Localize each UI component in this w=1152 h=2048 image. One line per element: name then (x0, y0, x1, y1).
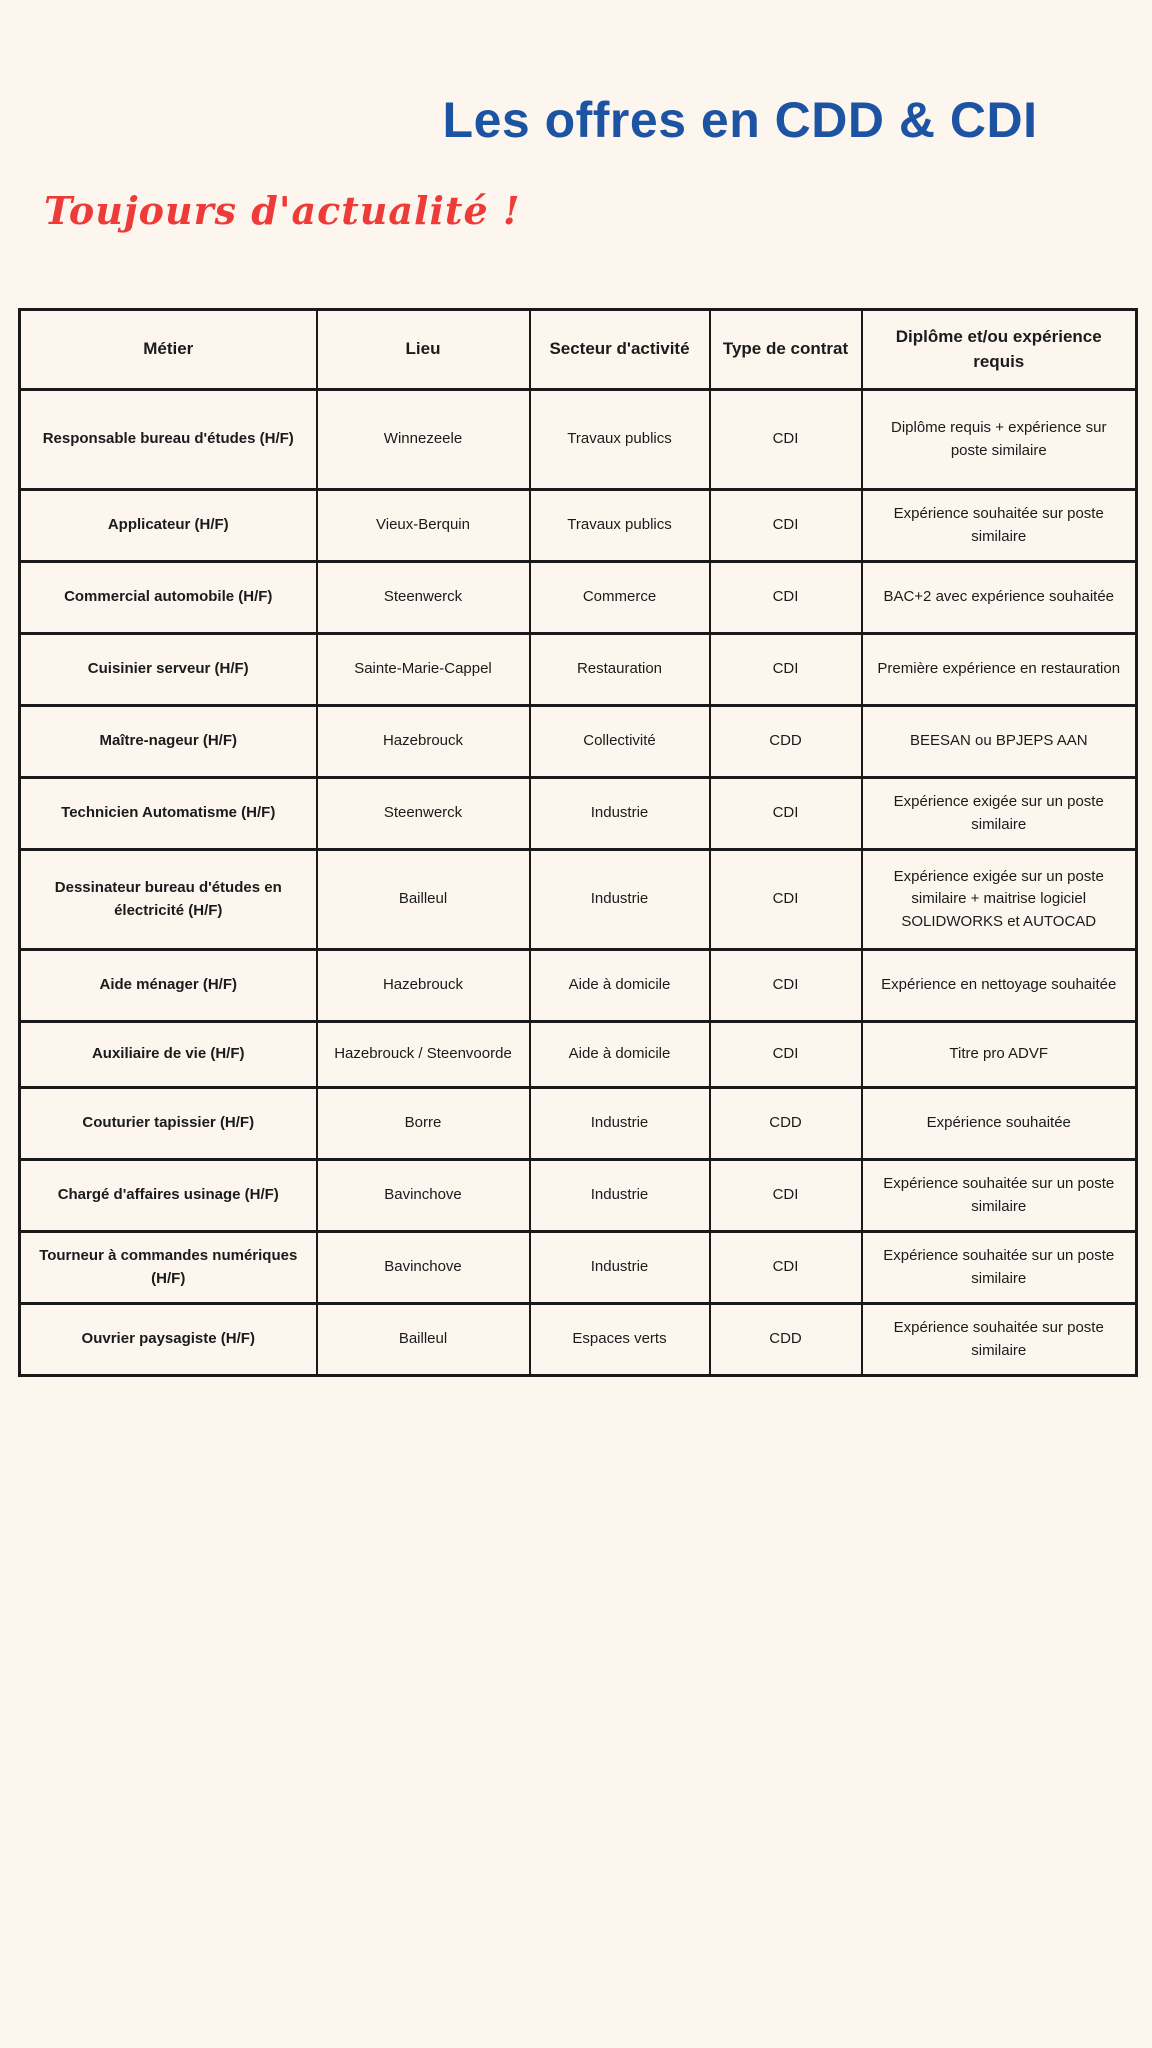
cell-diplome: Expérience souhaitée sur poste similaire (862, 1304, 1137, 1376)
cell-contrat: CDD (710, 1088, 862, 1160)
header-row (20, 310, 1137, 390)
page-title: Les offres en CDD & CDI (442, 91, 1038, 148)
cell-lieu: Sainte-Marie-Cappel (317, 634, 530, 706)
column-header-lieu: Lieu (317, 310, 530, 390)
cell-lieu: Winnezeele (317, 390, 530, 490)
cell-contrat: CDI (710, 634, 862, 706)
cell-lieu: Steenwerck (317, 562, 530, 634)
cell-metier: Maître-nageur (H/F) (20, 706, 317, 778)
cell-metier: Dessinateur bureau d'études en électricité (H/F) (20, 850, 317, 950)
cell-diplome: Première expérience en restauration (862, 634, 1137, 706)
cell-diplome: BEESAN ou BPJEPS AAN (862, 706, 1137, 778)
cell-diplome: Expérience souhaitée sur un poste similaire (862, 1160, 1137, 1232)
cell-diplome: BAC+2 avec expérience souhaitée (862, 562, 1137, 634)
table-row (20, 1022, 1137, 1088)
table-row (20, 490, 1137, 562)
cell-contrat: CDI (710, 1160, 862, 1232)
cell-diplome: Expérience exigée sur un poste similaire + maitrise logiciel SOLIDWORKS et AUTOCAD (862, 850, 1137, 950)
cell-lieu: Bavinchove (317, 1232, 530, 1304)
cell-metier: Aide ménager (H/F) (20, 950, 317, 1022)
offers-table (18, 308, 1138, 1377)
cell-diplome: Expérience en nettoyage souhaitée (862, 950, 1137, 1022)
cell-lieu: Hazebrouck (317, 950, 530, 1022)
cell-secteur: Collectivité (530, 706, 710, 778)
cell-diplome: Diplôme requis + expérience sur poste similaire (862, 390, 1137, 490)
cell-lieu: Bailleul (317, 850, 530, 950)
cell-diplome: Titre pro ADVF (862, 1022, 1137, 1088)
cell-lieu: Borre (317, 1088, 530, 1160)
column-header-secteur: Secteur d'activité (530, 310, 710, 390)
table-row (20, 706, 1137, 778)
table-row (20, 1088, 1137, 1160)
cell-diplome: Expérience souhaitée sur un poste similaire (862, 1232, 1137, 1304)
cell-contrat: CDI (710, 562, 862, 634)
cell-diplome: Expérience souhaitée sur poste similaire (862, 490, 1137, 562)
cell-metier: Tourneur à commandes numériques (H/F) (20, 1232, 317, 1304)
column-header-metier: Métier (20, 310, 317, 390)
table-row (20, 850, 1137, 950)
cell-secteur: Industrie (530, 1160, 710, 1232)
cell-secteur: Industrie (530, 1232, 710, 1304)
cell-metier: Commercial automobile (H/F) (20, 562, 317, 634)
cell-secteur: Industrie (530, 778, 710, 850)
cell-metier: Technicien Automatisme (H/F) (20, 778, 317, 850)
cell-lieu: Vieux-Berquin (317, 490, 530, 562)
table-row (20, 562, 1137, 634)
cell-diplome: Expérience souhaitée (862, 1088, 1137, 1160)
cell-secteur: Restauration (530, 634, 710, 706)
cell-lieu: Hazebrouck (317, 706, 530, 778)
table-row (20, 634, 1137, 706)
cell-metier: Responsable bureau d'études (H/F) (20, 390, 317, 490)
cell-secteur: Industrie (530, 850, 710, 950)
table-row (20, 390, 1137, 490)
cell-contrat: CDI (710, 850, 862, 950)
cell-lieu: Hazebrouck / Steenvoorde (317, 1022, 530, 1088)
table-row (20, 1304, 1137, 1376)
table-row (20, 1160, 1137, 1232)
column-header-diplome: Diplôme et/ou expérience requis (862, 310, 1137, 390)
cell-metier: Auxiliaire de vie (H/F) (20, 1022, 317, 1088)
column-header-contrat: Type de contrat (710, 310, 862, 390)
cell-metier: Applicateur (H/F) (20, 490, 317, 562)
cell-metier: Ouvrier paysagiste (H/F) (20, 1304, 317, 1376)
cell-contrat: CDI (710, 778, 862, 850)
offers-table-body (20, 390, 1137, 1376)
cell-diplome: Expérience exigée sur un poste similaire (862, 778, 1137, 850)
cell-contrat: CDD (710, 1304, 862, 1376)
table-row (20, 1232, 1137, 1304)
cell-lieu: Steenwerck (317, 778, 530, 850)
cell-contrat: CDI (710, 950, 862, 1022)
cell-contrat: CDI (710, 1022, 862, 1088)
cell-lieu: Bailleul (317, 1304, 530, 1376)
table-row (20, 950, 1137, 1022)
cell-metier: Couturier tapissier (H/F) (20, 1088, 317, 1160)
cell-secteur: Espaces verts (530, 1304, 710, 1376)
cell-lieu: Bavinchove (317, 1160, 530, 1232)
cell-secteur: Industrie (530, 1088, 710, 1160)
cell-secteur: Travaux publics (530, 390, 710, 490)
cell-metier: Chargé d'affaires usinage (H/F) (20, 1160, 317, 1232)
cell-secteur: Aide à domicile (530, 950, 710, 1022)
table-row (20, 778, 1137, 850)
cell-contrat: CDD (710, 706, 862, 778)
cell-secteur: Commerce (530, 562, 710, 634)
offers-table-header (20, 310, 1137, 390)
cell-metier: Cuisinier serveur (H/F) (20, 634, 317, 706)
cell-contrat: CDI (710, 390, 862, 490)
cell-secteur: Travaux publics (530, 490, 710, 562)
cell-secteur: Aide à domicile (530, 1022, 710, 1088)
cell-contrat: CDI (710, 490, 862, 562)
cell-contrat: CDI (710, 1232, 862, 1304)
tagline: Toujours d'actualité ! (44, 188, 521, 233)
